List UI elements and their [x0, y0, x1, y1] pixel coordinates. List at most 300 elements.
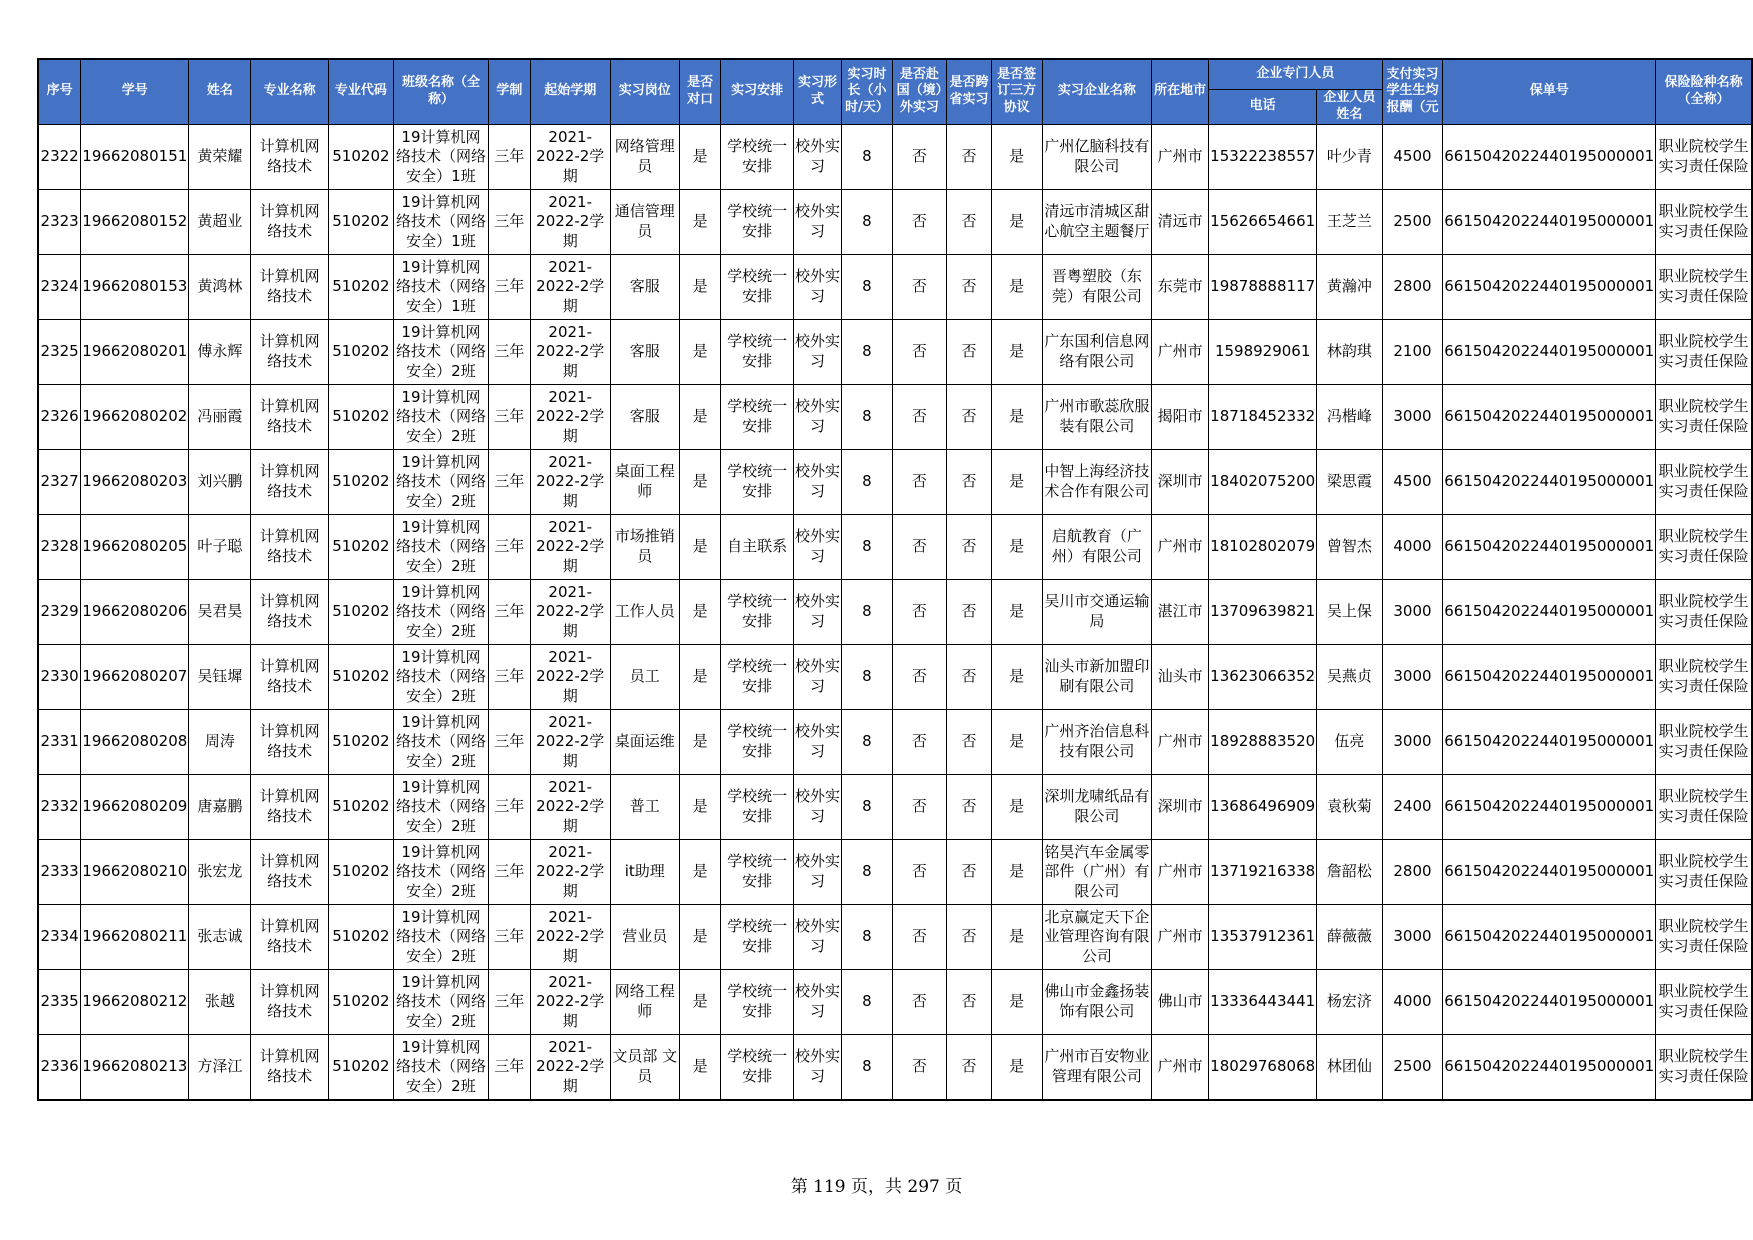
cell-cross-province: 否	[947, 709, 991, 774]
cell-major: 计算机网络技术	[251, 1034, 328, 1100]
cell-tripartite: 是	[991, 579, 1042, 644]
cell-arrangement: 学校统一安排	[721, 124, 793, 189]
cell-form: 校外实习	[793, 839, 842, 904]
table-row	[38, 1034, 1752, 1100]
cell-form: 校外实习	[793, 644, 842, 709]
cell-arrangement: 学校统一安排	[721, 969, 793, 1034]
cell-duration: 三年	[488, 579, 530, 644]
table-row	[38, 969, 1752, 1034]
cell-matched: 是	[679, 1034, 721, 1100]
cell-arrangement: 学校统一安排	[721, 254, 793, 319]
cell-policy-no: 6615042022440195000001	[1443, 774, 1656, 839]
cell-major: 计算机网络技术	[251, 254, 328, 319]
table-row	[38, 904, 1752, 969]
cell-start-term: 2021-2022-2学期	[530, 189, 610, 254]
header-duration: 学制	[488, 59, 530, 124]
header-insurance: 保险险种名称（全称）	[1656, 59, 1752, 124]
cell-company: 中智上海经济技术合作有限公司	[1042, 449, 1151, 514]
cell-cross-province: 否	[947, 904, 991, 969]
cell-duration: 三年	[488, 189, 530, 254]
cell-matched: 是	[679, 189, 721, 254]
cell-student-id: 19662080208	[81, 709, 189, 774]
cell-company: 汕头市新加盟印刷有限公司	[1042, 644, 1151, 709]
cell-student-id: 19662080203	[81, 449, 189, 514]
cell-arrangement: 学校统一安排	[721, 644, 793, 709]
cell-major-code: 510202	[328, 514, 393, 579]
table-row	[38, 384, 1752, 449]
header-position: 实习岗位	[610, 59, 679, 124]
cell-insurance: 职业院校学生实习责任保险	[1656, 904, 1752, 969]
header-pay: 支付实习学生生均报酬（元	[1382, 59, 1443, 124]
cell-start-term: 2021-2022-2学期	[530, 644, 610, 709]
cell-hours: 8	[842, 319, 892, 384]
cell-tripartite: 是	[991, 644, 1042, 709]
cell-major: 计算机网络技术	[251, 319, 328, 384]
cell-student-id: 19662080209	[81, 774, 189, 839]
table-header	[38, 59, 1752, 124]
cell-arrangement: 学校统一安排	[721, 774, 793, 839]
cell-start-term: 2021-2022-2学期	[530, 514, 610, 579]
cell-duration: 三年	[488, 969, 530, 1034]
cell-city: 广州市	[1152, 904, 1209, 969]
table-body	[38, 124, 1752, 1100]
cell-policy-no: 6615042022440195000001	[1443, 124, 1656, 189]
cell-tripartite: 是	[991, 124, 1042, 189]
table-row	[38, 709, 1752, 774]
cell-name: 刘兴鹏	[189, 449, 251, 514]
cell-arrangement: 学校统一安排	[721, 449, 793, 514]
cell-matched: 是	[679, 449, 721, 514]
cell-major-code: 510202	[328, 839, 393, 904]
cell-name: 张志诚	[189, 904, 251, 969]
cell-phone: 18402075200	[1209, 449, 1317, 514]
cell-phone: 18928883520	[1209, 709, 1317, 774]
cell-phone: 18102802079	[1209, 514, 1317, 579]
cell-abroad: 否	[892, 254, 947, 319]
cell-student-id: 19662080202	[81, 384, 189, 449]
cell-hours: 8	[842, 839, 892, 904]
cell-seq: 2326	[38, 384, 81, 449]
cell-city: 广州市	[1152, 839, 1209, 904]
cell-seq: 2325	[38, 319, 81, 384]
cell-duration: 三年	[488, 319, 530, 384]
cell-company: 清远市清城区甜心航空主题餐厅	[1042, 189, 1151, 254]
cell-phone: 18718452332	[1209, 384, 1317, 449]
cell-name: 冯丽霞	[189, 384, 251, 449]
cell-phone: 15626654661	[1209, 189, 1317, 254]
cell-major: 计算机网络技术	[251, 189, 328, 254]
cell-pay: 2800	[1382, 254, 1443, 319]
cell-class-name: 19计算机网络技术（网络安全）2班	[393, 1034, 488, 1100]
cell-position: 客服	[610, 319, 679, 384]
cell-seq: 2322	[38, 124, 81, 189]
cell-contact-name: 王芝兰	[1317, 189, 1383, 254]
cell-position: 工作人员	[610, 579, 679, 644]
cell-tripartite: 是	[991, 254, 1042, 319]
cell-pay: 3000	[1382, 384, 1443, 449]
cell-major: 计算机网络技术	[251, 774, 328, 839]
cell-hours: 8	[842, 124, 892, 189]
cell-matched: 是	[679, 579, 721, 644]
cell-start-term: 2021-2022-2学期	[530, 709, 610, 774]
cell-insurance: 职业院校学生实习责任保险	[1656, 1034, 1752, 1100]
cell-company: 广州市歌蕊欣服装有限公司	[1042, 384, 1151, 449]
cell-company: 吴川市交通运输局	[1042, 579, 1151, 644]
cell-tripartite: 是	[991, 839, 1042, 904]
cell-contact-name: 冯楷峰	[1317, 384, 1383, 449]
cell-tripartite: 是	[991, 319, 1042, 384]
cell-major-code: 510202	[328, 319, 393, 384]
cell-policy-no: 6615042022440195000001	[1443, 839, 1656, 904]
cell-major-code: 510202	[328, 644, 393, 709]
table-row	[38, 189, 1752, 254]
cell-class-name: 19计算机网络技术（网络安全）2班	[393, 709, 488, 774]
cell-city: 佛山市	[1152, 969, 1209, 1034]
cell-abroad: 否	[892, 449, 947, 514]
cell-major-code: 510202	[328, 124, 393, 189]
cell-contact-name: 林团仙	[1317, 1034, 1383, 1100]
cell-matched: 是	[679, 254, 721, 319]
header-policy-no: 保单号	[1443, 59, 1656, 124]
cell-position: 通信管理员	[610, 189, 679, 254]
cell-duration: 三年	[488, 904, 530, 969]
cell-abroad: 否	[892, 124, 947, 189]
cell-cross-province: 否	[947, 449, 991, 514]
cell-matched: 是	[679, 904, 721, 969]
cell-major: 计算机网络技术	[251, 839, 328, 904]
cell-cross-province: 否	[947, 579, 991, 644]
cell-cross-province: 否	[947, 839, 991, 904]
cell-pay: 2100	[1382, 319, 1443, 384]
cell-matched: 是	[679, 319, 721, 384]
cell-form: 校外实习	[793, 579, 842, 644]
cell-insurance: 职业院校学生实习责任保险	[1656, 189, 1752, 254]
table-row	[38, 579, 1752, 644]
cell-tripartite: 是	[991, 449, 1042, 514]
cell-city: 汕头市	[1152, 644, 1209, 709]
cell-arrangement: 学校统一安排	[721, 839, 793, 904]
cell-position: 文员部 文员	[610, 1034, 679, 1100]
cell-insurance: 职业院校学生实习责任保险	[1656, 839, 1752, 904]
cell-form: 校外实习	[793, 774, 842, 839]
cell-major: 计算机网络技术	[251, 969, 328, 1034]
cell-arrangement: 学校统一安排	[721, 319, 793, 384]
cell-start-term: 2021-2022-2学期	[530, 839, 610, 904]
cell-company: 北京赢定天下企业管理咨询有限公司	[1042, 904, 1151, 969]
cell-abroad: 否	[892, 319, 947, 384]
cell-form: 校外实习	[793, 904, 842, 969]
cell-matched: 是	[679, 124, 721, 189]
cell-insurance: 职业院校学生实习责任保险	[1656, 254, 1752, 319]
cell-position: 桌面运维	[610, 709, 679, 774]
cell-arrangement: 学校统一安排	[721, 904, 793, 969]
cell-major-code: 510202	[328, 254, 393, 319]
cell-contact-name: 林韵琪	[1317, 319, 1383, 384]
cell-name: 黄荣耀	[189, 124, 251, 189]
cell-phone: 19878888117	[1209, 254, 1317, 319]
cell-policy-no: 6615042022440195000001	[1443, 319, 1656, 384]
cell-city: 揭阳市	[1152, 384, 1209, 449]
cell-name: 傅永辉	[189, 319, 251, 384]
cell-abroad: 否	[892, 579, 947, 644]
cell-major: 计算机网络技术	[251, 514, 328, 579]
cell-start-term: 2021-2022-2学期	[530, 969, 610, 1034]
cell-city: 广州市	[1152, 1034, 1209, 1100]
cell-major-code: 510202	[328, 189, 393, 254]
cell-seq: 2336	[38, 1034, 81, 1100]
cell-abroad: 否	[892, 1034, 947, 1100]
cell-abroad: 否	[892, 514, 947, 579]
cell-seq: 2324	[38, 254, 81, 319]
cell-contact-name: 吴上保	[1317, 579, 1383, 644]
cell-arrangement: 学校统一安排	[721, 579, 793, 644]
cell-position: 员工	[610, 644, 679, 709]
cell-matched: 是	[679, 969, 721, 1034]
cell-position: 市场推销员	[610, 514, 679, 579]
cell-hours: 8	[842, 969, 892, 1034]
cell-student-id: 19662080205	[81, 514, 189, 579]
cell-position: 网络工程师	[610, 969, 679, 1034]
cell-hours: 8	[842, 189, 892, 254]
cell-student-id: 19662080207	[81, 644, 189, 709]
cell-class-name: 19计算机网络技术（网络安全）2班	[393, 839, 488, 904]
cell-name: 唐嘉鹏	[189, 774, 251, 839]
cell-form: 校外实习	[793, 319, 842, 384]
cell-pay: 4000	[1382, 514, 1443, 579]
cell-contact-name: 黄瀚冲	[1317, 254, 1383, 319]
cell-hours: 8	[842, 254, 892, 319]
cell-contact-name: 杨宏济	[1317, 969, 1383, 1034]
cell-seq: 2331	[38, 709, 81, 774]
cell-policy-no: 6615042022440195000001	[1443, 449, 1656, 514]
cell-phone: 13709639821	[1209, 579, 1317, 644]
cell-abroad: 否	[892, 969, 947, 1034]
cell-city: 清远市	[1152, 189, 1209, 254]
cell-insurance: 职业院校学生实习责任保险	[1656, 449, 1752, 514]
cell-hours: 8	[842, 449, 892, 514]
cell-student-id: 19662080201	[81, 319, 189, 384]
cell-form: 校外实习	[793, 709, 842, 774]
cell-policy-no: 6615042022440195000001	[1443, 1034, 1656, 1100]
cell-phone: 13537912361	[1209, 904, 1317, 969]
header-city: 所在地市	[1152, 59, 1209, 124]
header-cross-province: 是否跨省实习	[947, 59, 991, 124]
cell-phone: 13336443441	[1209, 969, 1317, 1034]
cell-major-code: 510202	[328, 1034, 393, 1100]
header-abroad: 是否赴国（境）外实习	[892, 59, 947, 124]
cell-start-term: 2021-2022-2学期	[530, 254, 610, 319]
cell-start-term: 2021-2022-2学期	[530, 1034, 610, 1100]
cell-company: 广东国利信息网络有限公司	[1042, 319, 1151, 384]
header-contact-name: 企业人员姓名	[1317, 90, 1383, 125]
cell-start-term: 2021-2022-2学期	[530, 384, 610, 449]
cell-seq: 2328	[38, 514, 81, 579]
cell-arrangement: 学校统一安排	[721, 1034, 793, 1100]
cell-arrangement: 自主联系	[721, 514, 793, 579]
cell-seq: 2334	[38, 904, 81, 969]
cell-tripartite: 是	[991, 1034, 1042, 1100]
cell-start-term: 2021-2022-2学期	[530, 579, 610, 644]
cell-seq: 2329	[38, 579, 81, 644]
cell-major-code: 510202	[328, 579, 393, 644]
header-form: 实习形式	[793, 59, 842, 124]
cell-class-name: 19计算机网络技术（网络安全）1班	[393, 189, 488, 254]
cell-matched: 是	[679, 384, 721, 449]
header-major: 专业名称	[251, 59, 328, 124]
cell-contact-name: 薛薇薇	[1317, 904, 1383, 969]
cell-abroad: 否	[892, 384, 947, 449]
page-footer: 第 119 页，共 297 页	[790, 1177, 963, 1197]
cell-cross-province: 否	[947, 189, 991, 254]
cell-major: 计算机网络技术	[251, 904, 328, 969]
cell-duration: 三年	[488, 384, 530, 449]
cell-position: 客服	[610, 384, 679, 449]
cell-city: 湛江市	[1152, 579, 1209, 644]
cell-insurance: 职业院校学生实习责任保险	[1656, 319, 1752, 384]
cell-tripartite: 是	[991, 969, 1042, 1034]
cell-pay: 3000	[1382, 579, 1443, 644]
cell-hours: 8	[842, 709, 892, 774]
cell-name: 叶子聪	[189, 514, 251, 579]
cell-student-id: 19662080212	[81, 969, 189, 1034]
cell-insurance: 职业院校学生实习责任保险	[1656, 709, 1752, 774]
cell-major: 计算机网络技术	[251, 579, 328, 644]
cell-pay: 2500	[1382, 189, 1443, 254]
cell-city: 广州市	[1152, 514, 1209, 579]
cell-abroad: 否	[892, 644, 947, 709]
cell-name: 方泽江	[189, 1034, 251, 1100]
cell-hours: 8	[842, 1034, 892, 1100]
cell-company: 铭昊汽车金属零部件（广州）有限公司	[1042, 839, 1151, 904]
cell-policy-no: 6615042022440195000001	[1443, 189, 1656, 254]
cell-cross-province: 否	[947, 774, 991, 839]
cell-cross-province: 否	[947, 644, 991, 709]
cell-pay: 3000	[1382, 709, 1443, 774]
cell-major-code: 510202	[328, 709, 393, 774]
cell-contact-name: 袁秋菊	[1317, 774, 1383, 839]
cell-name: 黄超业	[189, 189, 251, 254]
cell-duration: 三年	[488, 774, 530, 839]
cell-arrangement: 学校统一安排	[721, 709, 793, 774]
header-tripartite: 是否签订三方协议	[991, 59, 1042, 124]
cell-phone: 13719216338	[1209, 839, 1317, 904]
cell-arrangement: 学校统一安排	[721, 384, 793, 449]
cell-hours: 8	[842, 774, 892, 839]
table-row	[38, 449, 1752, 514]
cell-tripartite: 是	[991, 514, 1042, 579]
cell-student-id: 19662080151	[81, 124, 189, 189]
cell-hours: 8	[842, 644, 892, 709]
cell-policy-no: 6615042022440195000001	[1443, 969, 1656, 1034]
cell-insurance: 职业院校学生实习责任保险	[1656, 384, 1752, 449]
cell-class-name: 19计算机网络技术（网络安全）2班	[393, 384, 488, 449]
cell-company: 深圳龙啸纸品有限公司	[1042, 774, 1151, 839]
cell-pay: 3000	[1382, 644, 1443, 709]
header-major-code: 专业代码	[328, 59, 393, 124]
cell-pay: 2800	[1382, 839, 1443, 904]
header-contact-group: 企业专门人员	[1209, 59, 1383, 90]
cell-cross-province: 否	[947, 254, 991, 319]
internship-table	[37, 58, 1753, 1101]
cell-seq: 2332	[38, 774, 81, 839]
cell-class-name: 19计算机网络技术（网络安全）2班	[393, 969, 488, 1034]
cell-name: 吴钰墀	[189, 644, 251, 709]
cell-contact-name: 吴燕贞	[1317, 644, 1383, 709]
table-row	[38, 839, 1752, 904]
header-arrangement: 实习安排	[721, 59, 793, 124]
cell-duration: 三年	[488, 839, 530, 904]
cell-abroad: 否	[892, 774, 947, 839]
cell-matched: 是	[679, 514, 721, 579]
cell-company: 启航教育（广州）有限公司	[1042, 514, 1151, 579]
table-row	[38, 774, 1752, 839]
cell-company: 佛山市金鑫扬装饰有限公司	[1042, 969, 1151, 1034]
cell-insurance: 职业院校学生实习责任保险	[1656, 124, 1752, 189]
cell-cross-province: 否	[947, 1034, 991, 1100]
cell-seq: 2323	[38, 189, 81, 254]
cell-abroad: 否	[892, 904, 947, 969]
cell-city: 广州市	[1152, 319, 1209, 384]
cell-policy-no: 6615042022440195000001	[1443, 644, 1656, 709]
header-matched: 是否对口	[679, 59, 721, 124]
header-name: 姓名	[189, 59, 251, 124]
cell-hours: 8	[842, 514, 892, 579]
cell-cross-province: 否	[947, 384, 991, 449]
cell-cross-province: 否	[947, 969, 991, 1034]
cell-form: 校外实习	[793, 969, 842, 1034]
cell-class-name: 19计算机网络技术（网络安全）1班	[393, 124, 488, 189]
cell-cross-province: 否	[947, 319, 991, 384]
cell-insurance: 职业院校学生实习责任保险	[1656, 969, 1752, 1034]
cell-city: 广州市	[1152, 709, 1209, 774]
cell-form: 校外实习	[793, 514, 842, 579]
cell-tripartite: 是	[991, 904, 1042, 969]
cell-matched: 是	[679, 644, 721, 709]
cell-phone: 13686496909	[1209, 774, 1317, 839]
cell-class-name: 19计算机网络技术（网络安全）1班	[393, 254, 488, 319]
cell-student-id: 19662080210	[81, 839, 189, 904]
cell-duration: 三年	[488, 1034, 530, 1100]
cell-contact-name: 曾智杰	[1317, 514, 1383, 579]
cell-form: 校外实习	[793, 1034, 842, 1100]
header-company: 实习企业名称	[1042, 59, 1151, 124]
cell-hours: 8	[842, 904, 892, 969]
table-row	[38, 514, 1752, 579]
cell-class-name: 19计算机网络技术（网络安全）2班	[393, 579, 488, 644]
cell-seq: 2327	[38, 449, 81, 514]
cell-policy-no: 6615042022440195000001	[1443, 384, 1656, 449]
cell-class-name: 19计算机网络技术（网络安全）2班	[393, 644, 488, 709]
header-start-term: 起始学期	[530, 59, 610, 124]
cell-start-term: 2021-2022-2学期	[530, 449, 610, 514]
cell-name: 张越	[189, 969, 251, 1034]
cell-pay: 2500	[1382, 1034, 1443, 1100]
cell-company: 广州亿脑科技有限公司	[1042, 124, 1151, 189]
cell-class-name: 19计算机网络技术（网络安全）2班	[393, 514, 488, 579]
cell-policy-no: 6615042022440195000001	[1443, 904, 1656, 969]
header-student-id: 学号	[81, 59, 189, 124]
cell-student-id: 19662080153	[81, 254, 189, 319]
cell-tripartite: 是	[991, 709, 1042, 774]
cell-form: 校外实习	[793, 384, 842, 449]
cell-name: 张宏龙	[189, 839, 251, 904]
cell-policy-no: 6615042022440195000001	[1443, 709, 1656, 774]
cell-insurance: 职业院校学生实习责任保险	[1656, 514, 1752, 579]
cell-tripartite: 是	[991, 774, 1042, 839]
header-phone: 电话	[1209, 90, 1317, 125]
cell-duration: 三年	[488, 254, 530, 319]
table-row	[38, 319, 1752, 384]
